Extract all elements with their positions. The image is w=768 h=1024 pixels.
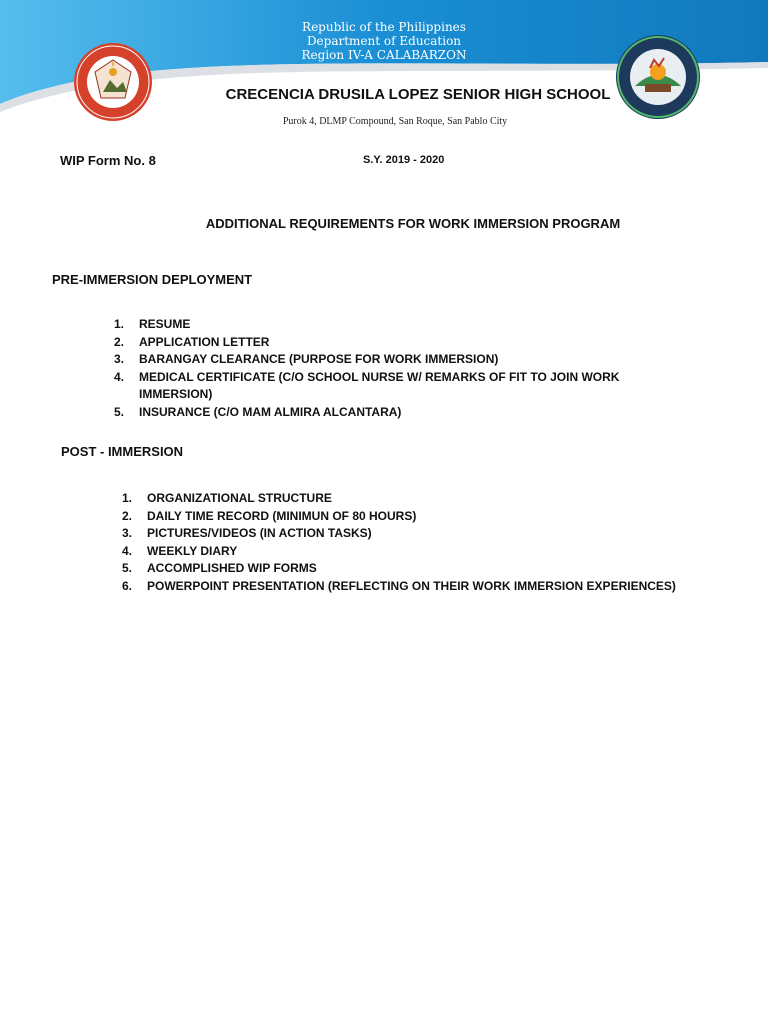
- pre-immersion-list: [114, 316, 659, 422]
- item-text: WEEKLY DIARY: [147, 543, 238, 558]
- item-text: POWERPOINT PRESENTATION (REFLECTING ON THEIR WORK IMMERSION EXPERIENCES): [147, 578, 676, 593]
- item-text: RESUME: [139, 317, 191, 331]
- form-number: WIP Form No. 8: [60, 153, 156, 168]
- region-line: Region IV-A CALABARZON: [301, 48, 467, 62]
- list-item: 5. INSURANCE (C/O MAM ALMIRA ALCANTARA): [114, 404, 402, 419]
- post-immersion-heading: POST - IMMERSION: [61, 444, 184, 459]
- school-name: CRECENCIA DRUSILA LOPEZ SENIOR HIGH SCHOOL: [225, 86, 611, 103]
- item-text: APPLICATION LETTER: [139, 334, 270, 349]
- item-text: MEDICAL CERTIFICATE (C/O SCHOOL NURSE W/ REMARKS OF FIT TO JOIN WORK IMMERSION): [139, 369, 620, 402]
- list-item: 6. POWERPOINT PRESENTATION (REFLECTING ON THEIR WORK IMMERSION EXPERIENCES): [122, 578, 676, 593]
- school-address: Purok 4, DLMP Compound, San Roque, San Pablo City: [282, 116, 508, 127]
- department-line: Department of Education: [306, 34, 462, 48]
- school-year: S.Y. 2019 - 2020: [363, 154, 445, 166]
- item-text: BARANGAY CLEARANCE (PURPOSE FOR WORK IMMERSION): [139, 352, 499, 367]
- list-item: 2. DAILY TIME RECORD (MINIMUN OF 80 HOURS): [122, 508, 417, 523]
- item-text: DAILY TIME RECORD (MINIMUN OF 80 HOURS): [147, 508, 417, 523]
- item-text: INSURANCE (C/O MAM ALMIRA ALCANTARA): [139, 404, 402, 419]
- list-item: 2. APPLICATION LETTER: [114, 334, 270, 349]
- school-seal-icon: [73, 42, 153, 122]
- list-item: 3. BARANGAY CLEARANCE (PURPOSE FOR WORK IMMERSION): [114, 352, 499, 367]
- republic-line: Republic of the Philippines: [302, 20, 466, 34]
- list-item: 4. MEDICAL CERTIFICATE (C/O SCHOOL NURSE W/ REMARKS OF FIT TO JOIN WORK IMMERSION): [114, 369, 620, 402]
- item-text: ACCOMPLISHED WIP FORMS: [147, 561, 317, 576]
- list-item: 1. RESUME: [114, 317, 191, 331]
- city-shs-seal-icon: [615, 34, 701, 120]
- list-item: 4. WEEKLY DIARY: [122, 543, 238, 558]
- list-item: 5. ACCOMPLISHED WIP FORMS: [122, 561, 317, 576]
- item-text: PICTURES/VIDEOS (IN ACTION TASKS): [147, 526, 372, 541]
- pre-immersion-heading: PRE-IMMERSION DEPLOYMENT: [52, 272, 253, 287]
- document-title: ADDITIONAL REQUIREMENTS FOR WORK IMMERSION PROGRAM: [205, 216, 621, 231]
- list-item: 1. ORGANIZATIONAL STRUCTURE: [122, 491, 332, 505]
- list-item: 3. PICTURES/VIDEOS (IN ACTION TASKS): [122, 526, 372, 541]
- post-immersion-list: [122, 490, 707, 596]
- item-text: ORGANIZATIONAL STRUCTURE: [147, 491, 332, 505]
